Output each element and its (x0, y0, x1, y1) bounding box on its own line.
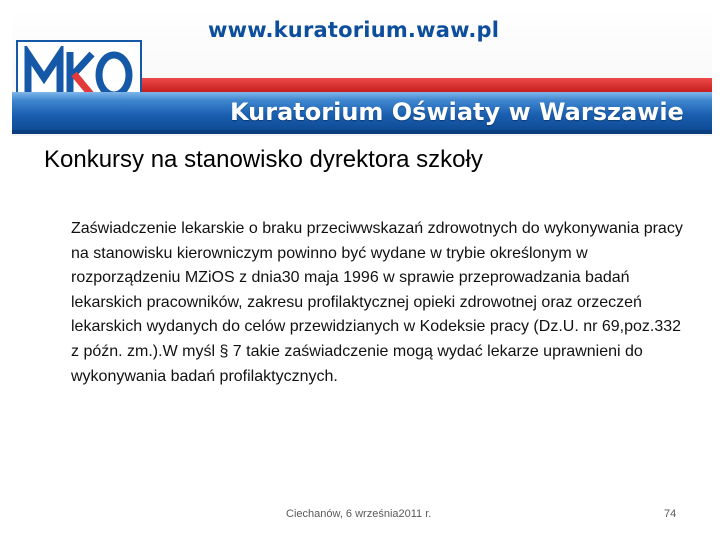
footer-text: Ciechanów, 6 września2011 r. (286, 508, 432, 520)
site-url: www.kuratorium.waw.pl (208, 18, 500, 42)
slide-body-text: Zaświadczenie lekarskie o braku przeciwwskazań zdrowotnych do wykonywania pracy na stanowisku kierowniczym powinno być wydane w trybie określonym w rozporządzeniu MZiOS z dnia30 maja 1996 w sprawie przeprowadzania badań lekarskich pracowników, zakresu profilaktycznej opieki zdrowotnej oraz orzeczeń lekarskich wydanych do celów przewidzianych w Kodeksie pracy (Dz.U. nr 69,poz.332 z późn. zm.).W myśl § 7 takie zaświadczenie mogą wydać lekarze uprawnieni do wykonywania badań profilaktycznych. (71, 220, 683, 385)
page-number: 74 (664, 508, 677, 520)
slide-title: Konkursy na stanowisko dyrektora szkoły (44, 146, 483, 173)
header-banner (12, 8, 712, 136)
banner-title: Kuratorium Oświaty w Warszawie (230, 98, 684, 126)
red-stripe (142, 78, 712, 92)
